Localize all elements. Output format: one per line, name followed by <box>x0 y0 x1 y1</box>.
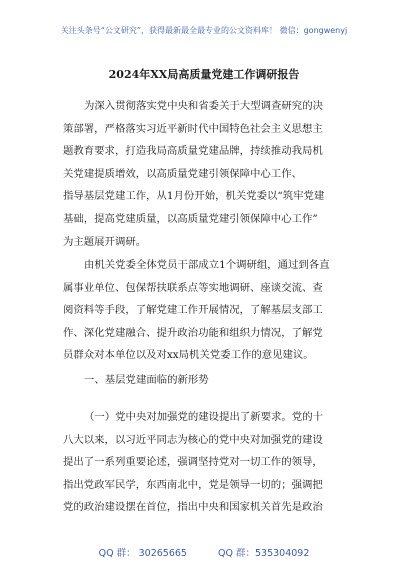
text-line: 由机关党委全体党员干部成立1个调研组，通过到各直 <box>84 259 330 271</box>
paragraph-methods <box>0 254 408 367</box>
paragraph-intro <box>0 95 408 253</box>
text-line: 为深入贯彻落实党中央和省委关于大型调查研究的决 <box>84 100 323 112</box>
paragraph-new-requirements <box>0 406 408 519</box>
footer-contacts <box>0 545 408 559</box>
text-line: 作、深化党建融合、提升政治功能和组织力情况，了解党 <box>63 326 323 339</box>
text-line: 一、基层党建面临的新形势 <box>84 374 209 386</box>
text-line: 提出了一系列重要论述，强调坚持党对一切工作的领导， <box>63 456 323 469</box>
qq-group-right: QQ 群：535304092 <box>218 548 310 559</box>
text-line: 题教育要求，打造我局高质量党建品牌，持续推动我局机 <box>63 145 323 158</box>
text-line: 为主题展开调研。 <box>63 235 147 248</box>
text-line: 指出党政军民学，东西南北中，党是领导一切的；强调把 <box>63 478 323 491</box>
text-line: 党的政治建设摆在首位，指出中央和国家机关首先是政治 <box>63 501 323 514</box>
text-line: 员群众对本单位以及对xx局机关党委工作的意见建议。 <box>63 349 314 362</box>
qq-group-left: QQ 群： 30265665 <box>98 548 187 559</box>
text-line: 关党建提质增效，以高质量党建引领保障中心工作、 <box>63 167 302 180</box>
text-line: （一）党中央对加强党的建设提出了新要求。党的十 <box>84 411 323 423</box>
text-line: 策部署，严格落实习近平新时代中国特色社会主义思想主 <box>63 122 323 135</box>
text-line: 阅资料等手段，了解党建工作开展情况，了解基层支部工 <box>63 304 323 317</box>
section-heading <box>0 369 408 392</box>
text-line: 基础，提高党建质量，以高质量党建引领保障中心工作” <box>63 212 318 225</box>
text-line: 指导基层党建工作，从1月份开始，机关党委以“筑牢党建 <box>63 190 325 203</box>
text-line: 属事业单位、包保帮扶联系点等实地调研、座谈交流、查 <box>63 281 323 294</box>
header-banner: 关注头条号“公文研究”，获得最新最全最专业的公文资料库！ 微信：gongwenyj <box>60 26 348 35</box>
text-line: 八大以来，以习近平同志为核心的党中央对加强党的建设 <box>63 433 323 446</box>
document-title: 2024年XX局高质量党建工作调研报告 <box>108 68 300 81</box>
